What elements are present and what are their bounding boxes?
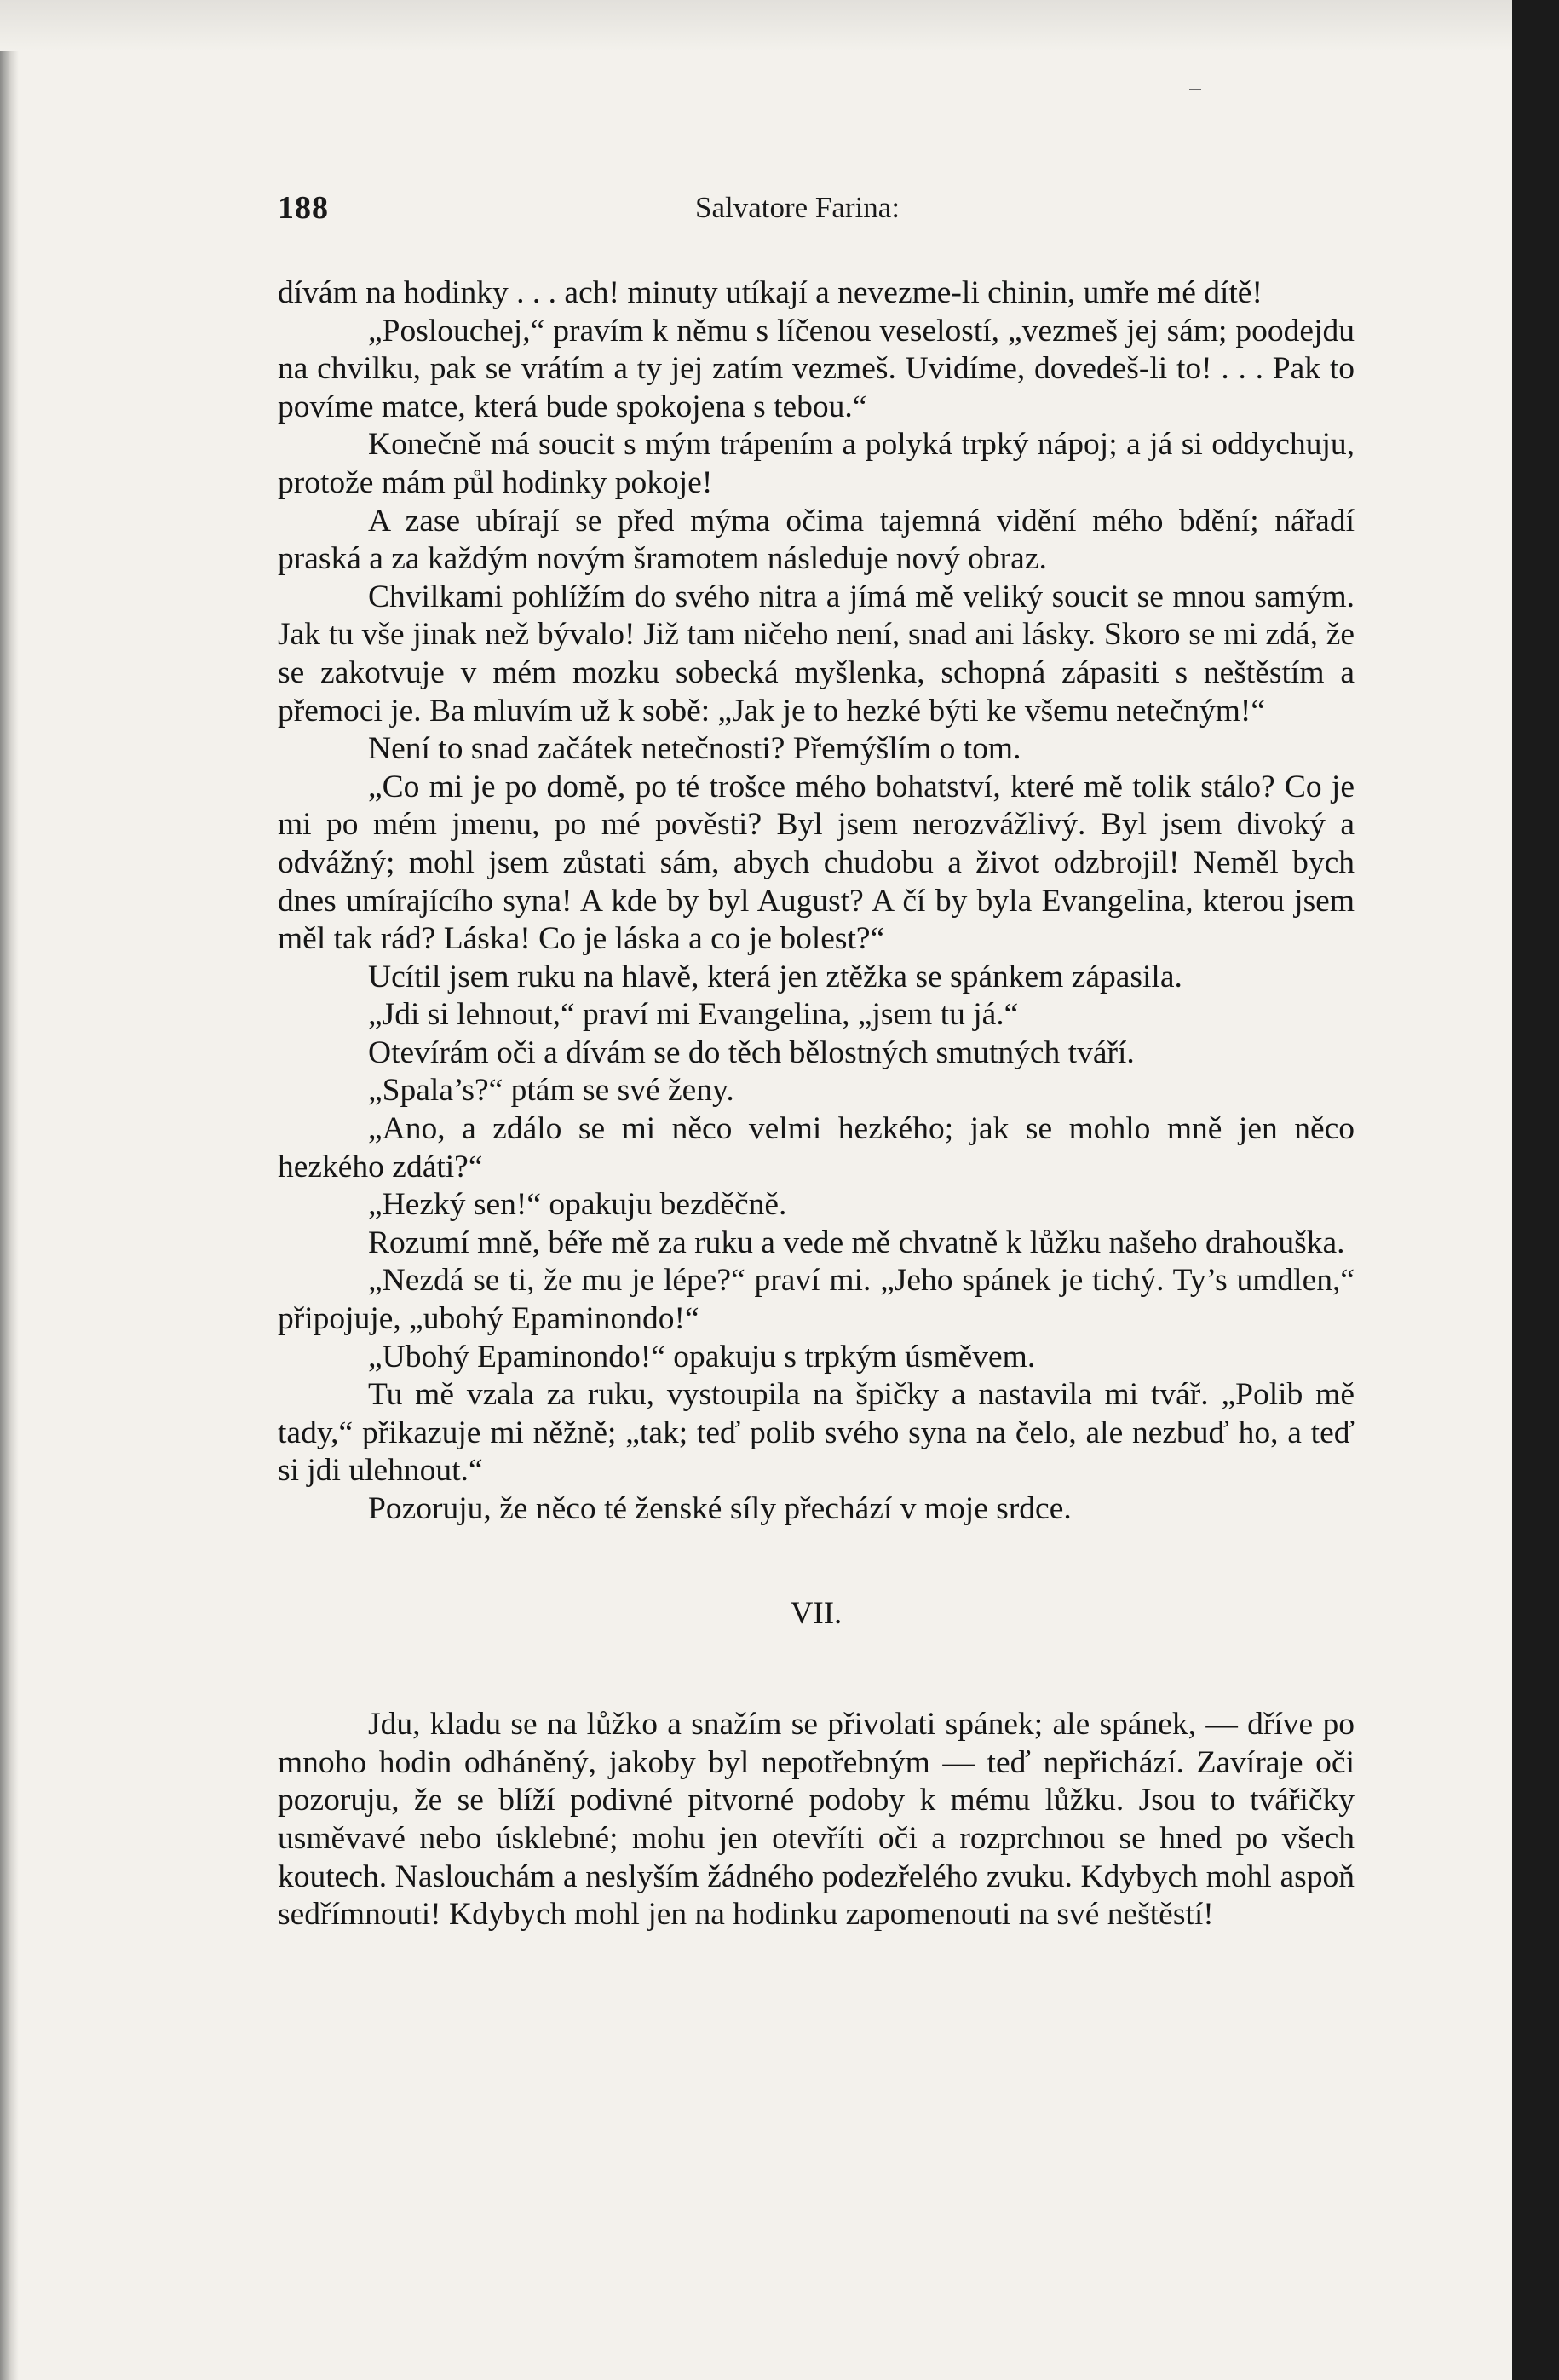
page-number: 188 xyxy=(278,190,329,226)
paragraph: dívám na hodinky . . . ach! minuty utíkají a nevezme-li chinin, umře mé dítě! xyxy=(278,275,1263,310)
paragraph: „Poslouchej,“ pravím k němu s líčenou veselostí, „vezmeš jej sám; poodejdu na chvilku, pak se vrátím a ty jej zatím vezmeš. Uvidíme, dovedeš-li to! . . . Pak to povíme matce, která bude spokojena s tebou.“ xyxy=(278,313,1355,424)
paragraph: „Ano, a zdálo se mi něco velmi hezkého; jak se mohlo mně jen něco hezkého zdáti?“ xyxy=(278,1111,1355,1184)
paragraph: „Ubohý Epaminondo!“ opakuju s trpkým úsměvem. xyxy=(368,1339,1036,1374)
paragraph: Ucítil jsem ruku na hlavě, která jen ztěžka se spánkem zápasila. xyxy=(368,959,1182,994)
page-top-shade xyxy=(0,0,1512,51)
paragraph: Jdu, kladu se na lůžko a snažím se přivolati spánek; ale spánek, — dříve po mnoho hodin odháněný, jakoby byl nepotřebným — teď nepřichází. Zavíraje oči pozoruju, že se blíží podivné pitvorné podoby k mému lůžku. Jsou to tvářičky usměvavé nebo úsklebné; mohu jen otevříti oči a rozprchnou se hned po všech koutech. Naslouchám a neslyším žádného podezřelého zvuku. Kdybych mohl aspoň sedřímnouti! Kdybych mohl jen na hodinku zapomenouti na své neštěstí! xyxy=(278,1707,1355,1933)
page-binding-shadow xyxy=(0,0,19,2380)
paragraph: Chvilkami pohlížím do svého nitra a jímá mě veliký soucit se mnou samým. Jak tu vše jinak než bývalo! Již tam ničeho není, snad ani lásky. Skoro se mi zdá, že se zakotvuje v mém mozku sobecká myšlenka, schopná zápasiti s neštěstím a přemoci je. Ba mluvím už k sobě: „Jak je to hezké býti ke všemu netečným!“ xyxy=(278,579,1355,729)
running-title: Salvatore Farina: xyxy=(695,191,900,224)
paragraph: Není to snad začátek netečnosti? Přemýšlím o tom. xyxy=(368,731,1021,767)
body-text xyxy=(278,274,1355,1934)
paragraph: Konečně má soucit s mým trápením a polyká trpký nápoj; a já si oddychuju, protože mám půl hodinky pokoje! xyxy=(278,427,1355,500)
paragraph: „Co mi je po domě, po té trošce mého bohatství, které mě tolik stálo? Co je mi po mém jmenu, po mé pověsti? Byl jsem nerozvážlivý. Byl jsem divoký a odvážný; mohl jsem zůstati sám, abych chudobu a život odzbrojil! Neměl bych dnes umírajícího syna! A kde by byl August? A čí by byla Evangelina, kterou jsem měl tak rád? Láska! Co je láska a co je bolest?“ xyxy=(278,769,1355,957)
paragraph: Rozumí mně, béře mě za ruku a vede mě chvatně k lůžku našeho drahouška. xyxy=(368,1225,1345,1260)
paragraph: Tu mě vzala za ruku, vystoupila na špičky a nastavila mi tvář. „Polib mě tady,“ přikazuje mi něžně; „tak; teď polib svého syna na čelo, ale nezbuď ho, a teď si jdi ulehnout.“ xyxy=(278,1377,1355,1489)
paragraph: „Jdi si lehnout,“ praví mi Evangelina, „jsem tu já.“ xyxy=(368,997,1019,1033)
chapter-heading: VII. xyxy=(790,1595,843,1631)
paragraph: „Hezký sen!“ opakuju bezděčně. xyxy=(368,1187,787,1223)
paragraph: A zase ubírají se před mýma očima tajemná vidění mého bdění; nářadí praská a za každým novým šramotem následuje nový obraz. xyxy=(278,503,1355,577)
paragraph: „Spala’s?“ ptám se své ženy. xyxy=(368,1073,734,1109)
paragraph: Otevírám oči a dívám se do těch bělostných smutných tváří. xyxy=(368,1034,1135,1070)
paragraph: Pozoruju, že něco té ženské síly přechází v moje srdce. xyxy=(368,1491,1072,1526)
ink-speck xyxy=(1189,89,1201,90)
running-head xyxy=(278,189,1343,240)
paragraph: „Nezdá se ti, že mu je lépe?“ praví mi. „Jeho spánek je tichý. Ty’s umdlen,“ připojuje, „ubohý Epaminondo!“ xyxy=(278,1263,1355,1337)
